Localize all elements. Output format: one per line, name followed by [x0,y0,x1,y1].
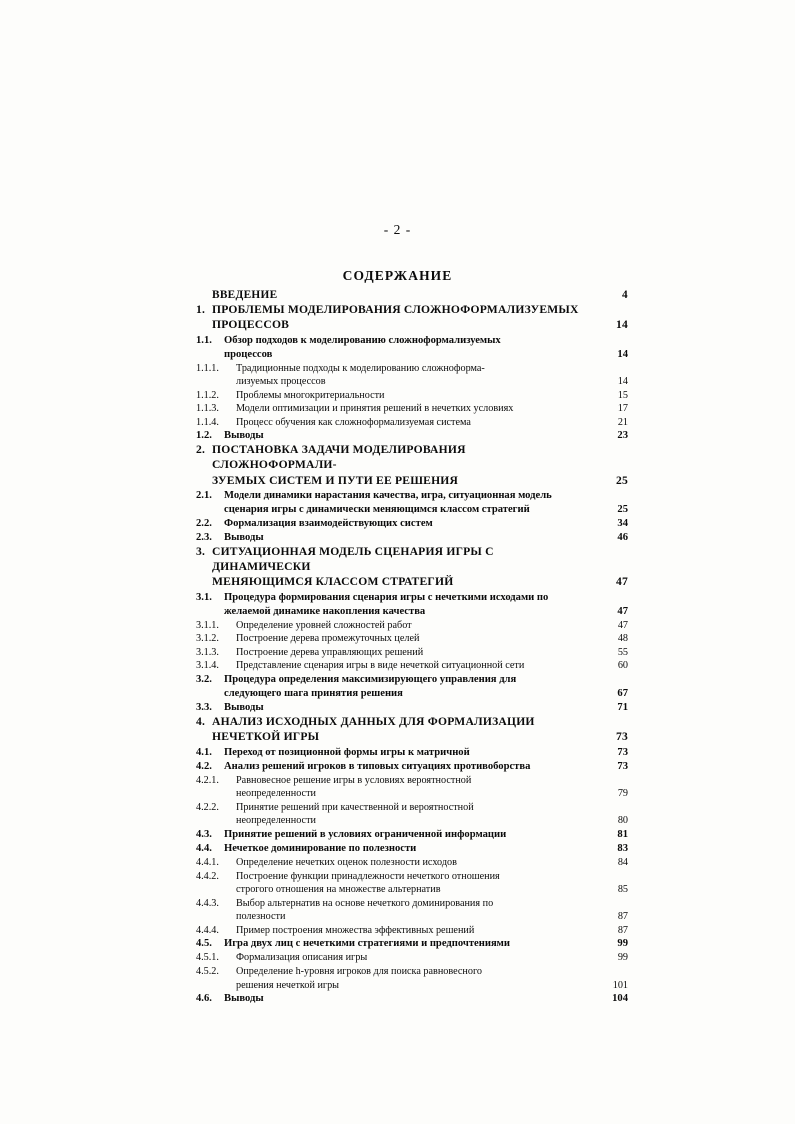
toc-entry-number: 4.6. [196,993,212,1005]
toc-entry-page: 99 [617,952,628,964]
toc-entry-page: 71 [617,702,628,714]
toc-entry-line [196,575,628,590]
page-number: - 2 - [383,222,412,237]
toc-entry-label: ПРОЦЕССОВ [212,318,290,332]
toc-entry-line [196,883,628,896]
toc-entry-page: 21 [617,416,628,428]
toc-entry-label: Выводы [224,993,264,1005]
toc-entry-line [196,375,628,388]
toc-entry-label: полезности [236,911,286,923]
toc-entry-number: 3.1.4. [196,660,219,672]
toc-entry-line [196,715,628,730]
toc-entry-line [196,992,628,1006]
toc-entry-page: 25 [616,473,628,487]
toc-entry[interactable] [196,632,628,645]
toc-entry-label: строгого отношения на множестве альтернатив [236,884,441,896]
toc-entry-label: ПРОБЛЕМЫ МОДЕЛИРОВАНИЯ СЛОЖНОФОРМАЛИЗУЕМЫХ [212,302,579,316]
toc-entry-line [196,673,628,687]
toc-entry-page: 79 [617,788,628,800]
toc-entry-label: Выводы [224,532,264,544]
toc-entry-line [196,545,628,575]
toc-entry-line [196,416,628,429]
toc-entry-line [196,979,628,992]
toc-entry-label: Традиционные подходы к моделированию сложноформа- [236,362,485,374]
toc-entry-label: Формализация взаимодействующих систем [224,518,433,530]
toc-entry-number: 1.1.4. [196,416,219,428]
toc-entry[interactable] [196,746,628,760]
toc-entry-label: ЗУЕМЫХ СИСТЕМ И ПУТИ ЕЕ РЕШЕНИЯ [212,473,459,487]
toc-entry-number: 3.1.2. [196,633,219,645]
toc-entry-number: 3. [196,545,206,559]
toc-entry[interactable] [196,429,628,443]
toc-entry-number: 1.1.1. [196,362,219,374]
toc-entry[interactable] [196,992,628,1006]
toc-entry-line [196,814,628,827]
toc-entry-line [196,389,628,402]
toc-entry-line [196,659,628,672]
toc-entry-line [196,429,628,443]
toc-entry[interactable] [196,416,628,429]
toc-entry-line [196,897,628,910]
toc-entry-label: неопределенности [236,815,316,827]
toc-entry-line [196,828,628,842]
toc-entry[interactable] [196,545,628,590]
toc-entry-line [196,348,628,362]
toc-entry[interactable] [196,828,628,842]
toc-entry-number: 4.5.1. [196,952,219,964]
toc-entry-number: 4. [196,715,206,729]
toc-entry-page: 73 [616,730,628,744]
toc-entry-number: 4.2.2. [196,801,219,813]
toc-entry-number: 4.5.2. [196,965,219,977]
toc-entry[interactable] [196,870,628,897]
toc-entry-number: 4.2. [196,760,212,772]
toc-entry-line [196,965,628,978]
toc-entry-page: 55 [617,646,628,658]
toc-entry-label: ПОСТАНОВКА ЗАДАЧИ МОДЕЛИРОВАНИЯ СЛОЖНОФОРМАЛИ- [212,443,466,472]
toc-entry-number: 1. [196,302,206,316]
toc-entry-label: следующего шага принятия решения [224,687,403,699]
toc-entry-number: 1.1.2. [196,389,219,401]
toc-entry-number: 3.2. [196,673,212,685]
toc-entry-page: 99 [617,938,628,950]
toc-entry-line [196,951,628,964]
toc-entry-line [196,605,628,619]
toc-entry-line [196,303,628,318]
table-of-contents [196,288,628,1006]
toc-entry-label: Определение нечетких оценок полезности исходов [236,857,457,869]
toc-entry-label: Выбор альтернатив на основе нечеткого доминирования по [236,897,494,909]
toc-entry-line [196,517,628,531]
toc-entry-number: 4.4. [196,843,212,855]
toc-entry-number: 1.1.3. [196,403,219,415]
toc-entry-line [196,856,628,869]
toc-entry-page: 67 [617,687,628,699]
toc-entry[interactable] [196,856,628,869]
toc-entry-line [196,531,628,545]
toc-entry-label: неопределенности [236,788,316,800]
toc-entry[interactable] [196,619,628,632]
toc-entry-number: 1.1. [196,334,212,346]
toc-entry-label: лизуемых процессов [236,376,326,388]
toc-entry-number: 4.3. [196,829,212,840]
toc-entry[interactable] [196,801,628,828]
toc-entry-line [196,774,628,787]
toc-entry-label: Обзор подходов к моделированию сложноформализуемых [224,334,501,346]
toc-entry-line [196,801,628,814]
toc-entry-label: ВВЕДЕНИЕ [212,289,278,301]
toc-entry-page: 73 [617,760,628,772]
toc-entry-label: Построение дерева промежуточных целей [236,633,420,645]
toc-entry-label: Представление сценария игры в виде нечеткой ситуационной сети [236,660,525,672]
toc-entry[interactable] [196,842,628,856]
toc-entry-page: 60 [617,660,628,672]
toc-entry-number: 2.2. [196,518,212,530]
toc-entry-page: 87 [617,911,628,923]
toc-entry-line [196,362,628,375]
toc-entry[interactable] [196,715,628,745]
toc-entry-page: 15 [617,389,628,401]
toc-entry-line [196,730,628,745]
toc-entry-number: 4.4.3. [196,897,219,909]
toc-entry-line [196,288,628,302]
toc-entry-label: Проблемы многокритериальности [236,389,385,401]
toc-entry[interactable] [196,389,628,402]
toc-entry-page: 14 [617,348,628,360]
toc-entry-line [196,937,628,951]
toc-entry[interactable] [196,443,628,488]
toc-entry[interactable] [196,673,628,701]
toc-entry-page: 85 [617,884,628,896]
toc-entry-line [196,787,628,800]
toc-entry[interactable] [196,489,628,517]
toc-entry[interactable] [196,334,628,362]
toc-entry-line [196,318,628,333]
toc-entry[interactable] [196,897,628,924]
toc-entry-page: 47 [617,619,628,631]
toc-entry-page: 104 [612,993,628,1005]
toc-entry-number: 4.4.4. [196,924,219,936]
toc-entry-label: АНАЛИЗ ИСХОДНЫХ ДАННЫХ ДЛЯ ФОРМАЛИЗАЦИИ [212,715,535,729]
toc-entry-page: 87 [617,924,628,936]
toc-entry-number: 3.1.1. [196,619,219,631]
toc-entry-number: 4.2.1. [196,774,219,786]
toc-entry[interactable] [196,288,628,302]
toc-entry-line [196,701,628,715]
toc-entry[interactable] [196,965,628,992]
toc-entry-number: 4.5. [196,938,212,950]
toc-entry[interactable] [196,937,628,951]
toc-entry-number: 2.1. [196,489,212,501]
toc-entry[interactable] [196,924,628,937]
toc-entry-label: Игра двух лиц с нечеткими стратегиями и предпочтениями [224,938,510,950]
toc-entry-label: Построение дерева управляющих решений [236,646,424,658]
toc-entry-label: Процедура определения максимизирующего управления для [224,673,517,685]
toc-entry-line [196,910,628,923]
toc-entry[interactable] [196,774,628,801]
toc-entry-label: НЕЧЕТКОЙ ИГРЫ [212,730,320,744]
toc-entry-number: 3.1.3. [196,646,219,658]
toc-entry-label: Выводы [224,702,264,714]
toc-entry-page: 47 [617,605,628,617]
toc-heading: СОДЕРЖАНИЕ [342,268,453,283]
toc-entry-label: Модели оптимизации и принятия решений в нечетких условиях [236,403,514,415]
toc-entry-label: Переход от позиционной формы игры к матричной [224,746,470,758]
toc-entry[interactable] [196,517,628,531]
toc-entry-number: 2. [196,443,206,457]
toc-entry-label: МЕНЯЮЩИМСЯ КЛАССОМ СТРАТЕГИЙ [212,575,454,589]
toc-entry-line [196,760,628,774]
toc-entry-label: Формализация описания игры [236,952,368,964]
toc-entry-label: Принятие решений при качественной и вероятностной [236,801,474,813]
toc-entry-page: 4 [622,289,628,301]
toc-entry-label: СИТУАЦИОННАЯ МОДЕЛЬ СЦЕНАРИЯ ИГРЫ С ДИНАМИЧЕСКИ [212,545,494,573]
toc-entry-page: 23 [617,430,628,442]
toc-entry-page: 47 [616,575,628,589]
toc-entry-line [196,842,628,856]
toc-entry-line [196,443,628,473]
toc-entry-line [196,646,628,659]
toc-entry-page: 25 [617,504,628,516]
toc-entry-label: решения нечеткой игры [236,979,340,991]
toc-entry-label: Принятие решений в условиях ограниченной информации [224,829,507,840]
toc-entry[interactable] [196,701,628,715]
toc-entry-page: 81 [617,829,628,840]
toc-entry-line [196,489,628,503]
toc-entry-label: сценария игры с динамически меняющимся классом стратегий [224,504,530,516]
toc-entry-line [196,924,628,937]
toc-entry-number: 3.1. [196,591,212,603]
toc-entry[interactable] [196,362,628,389]
toc-entry-page: 14 [617,376,628,388]
toc-entry[interactable] [196,659,628,672]
toc-entry[interactable] [196,646,628,659]
toc-entry-page: 80 [617,815,628,827]
toc-entry-page: 83 [617,843,628,855]
toc-entry-line [196,474,628,489]
toc-entry-line [196,591,628,605]
toc-entry-line [196,503,628,517]
toc-entry-label: Определение уровней сложностей работ [236,619,412,631]
toc-entry-line [196,687,628,701]
toc-entry-page: 46 [617,532,628,544]
toc-entry-line [196,746,628,760]
toc-entry-label: Процедура формирования сценария игры с нечеткими исходами по [224,591,549,603]
toc-entry-line [196,632,628,645]
toc-entry-page: 73 [617,746,628,758]
toc-entry-page: 48 [617,633,628,645]
toc-entry[interactable] [196,402,628,415]
toc-entry-label: Нечеткое доминирование по полезности [224,843,417,855]
toc-entry-page: 101 [612,979,628,991]
toc-entry-page: 17 [617,403,628,415]
toc-entry-number: 1.2. [196,430,212,442]
toc-entry-label: Анализ решений игроков в типовых ситуациях противоборства [224,760,531,772]
toc-entry-label: желаемой динамике накопления качества [224,605,426,617]
toc-entry-page: 34 [617,518,628,530]
toc-entry-page: 14 [616,318,628,332]
toc-entry-number: 3.3. [196,702,212,714]
toc-entry-label: Пример построения множества эффективных решений [236,924,475,936]
toc-entry-label: Построение функции принадлежности нечеткого отношения [236,870,500,882]
toc-entry[interactable] [196,591,628,619]
toc-entry-number: 4.1. [196,746,212,758]
toc-entry[interactable] [196,951,628,964]
toc-entry-line [196,334,628,348]
toc-entry-label: Равновесное решение игры в условиях вероятностной [236,774,472,786]
toc-entry-page: 84 [617,857,628,869]
toc-entry-line [196,870,628,883]
toc-entry-label: Определение h-уровня игроков для поиска равновесного [236,965,483,977]
toc-entry-number: 4.4.2. [196,870,219,882]
toc-entry-label: Модели динамики нарастания качества, игра, ситуационная модель [224,489,552,501]
toc-entry-label: процессов [224,348,273,360]
toc-entry-line [196,619,628,632]
toc-entry[interactable] [196,531,628,545]
toc-entry[interactable] [196,303,628,333]
toc-entry[interactable] [196,760,628,774]
toc-entry-label: Выводы [224,430,264,442]
toc-entry-label: Процесс обучения как сложноформализуемая система [236,416,471,428]
toc-entry-number: 4.4.1. [196,857,219,869]
toc-entry-line [196,402,628,415]
toc-entry-number: 2.3. [196,532,212,544]
